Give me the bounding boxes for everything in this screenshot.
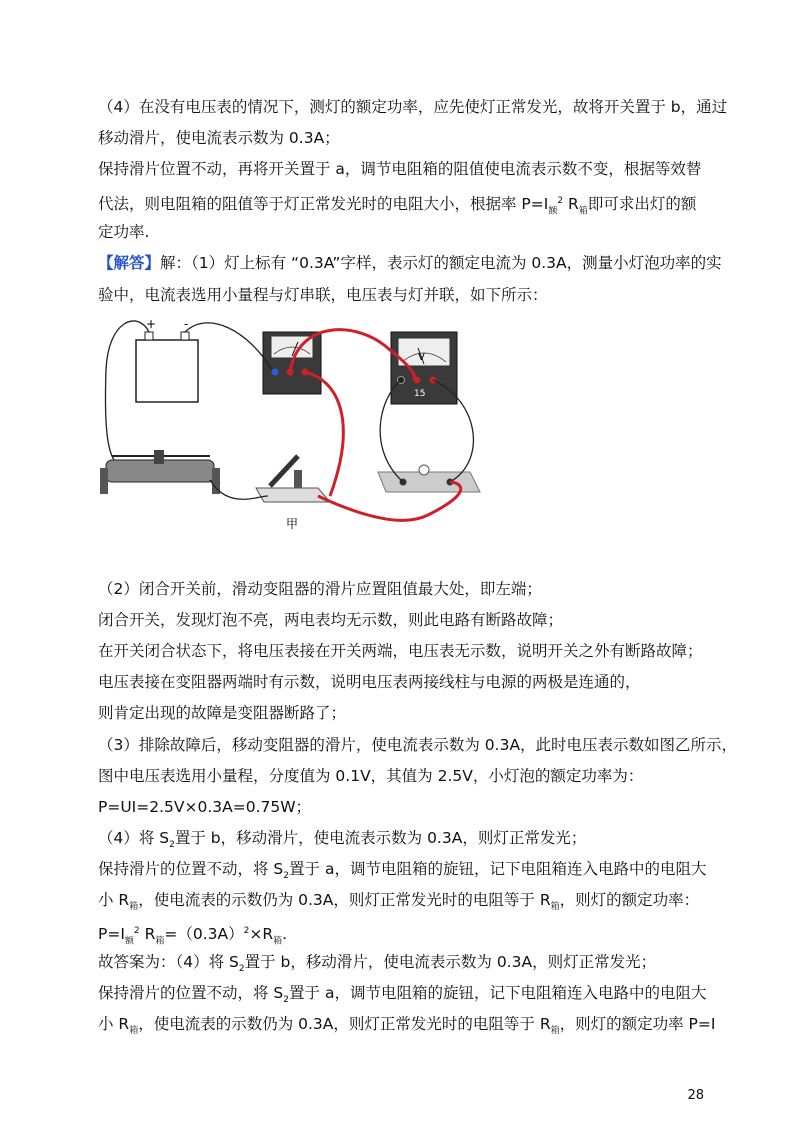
page-number: 28 — [687, 1088, 704, 1103]
text-line: 代法，则电阻箱的阻值等于灯正常发光时的电阻大小，根据率 $P=I_额^2$ $R_箱$即可求出灯的额 — [98, 195, 697, 217]
text-line: 【解答】解：（1）灯上标有 “0.3A”字样，表示灯的额定电流为 0.3A，测量小灯泡功率的实 — [98, 254, 722, 272]
text-line: 保持滑片位置不动，再将开关置于 a，调节电阻箱的阻值使电流表示数不变，根据等效替 — [98, 160, 702, 178]
text-line: （4）将 $S_2$置于 b，移动滑片，使电流表示数为 0.3A，则灯正常发光； — [98, 829, 587, 851]
text-line: 图中电压表选用小量程，分度值为 0.1V，其值为 2.5V，小灯泡的额定功率为： — [98, 767, 644, 785]
rheostat — [100, 450, 220, 494]
text-line: （3）排除故障后，移动变阻器的滑片，使电流表示数为 0.3A，此时电压表示数如图乙所示， — [98, 736, 738, 754]
voltmeter-terminal-label: 15 — [414, 389, 426, 399]
battery-terminal-positive — [145, 332, 153, 340]
text-line: 移动滑片，使电流表示数为 0.3A； — [98, 129, 340, 147]
text-line: 小 $R_箱$，使电流表的示数仍为 0.3A，则灯正常发光时的电阻等于 $R_箱$，则灯的额定功率： — [98, 891, 700, 913]
text-line: 在开关闭合状态下，将电压表接在开关两端，电压表无示数，说明开关之外有断路故障； — [98, 642, 703, 660]
battery — [136, 340, 198, 402]
text-line: 验中，电流表选用小量程与灯串联，电压表与灯并联，如下所示： — [98, 286, 548, 304]
battery-terminal-negative — [181, 332, 189, 340]
switch — [256, 456, 330, 531]
voltmeter — [391, 332, 457, 404]
text-line: 定功率. — [98, 223, 150, 241]
text-line: 保持滑片的位置不动，将 $S_2$置于 a，调节电阻箱的旋钮，记下电阻箱连入电路中的电阻大 — [98, 984, 707, 1006]
voltmeter-symbol: V — [418, 352, 425, 363]
answer-tag: 【解答】 — [98, 254, 161, 272]
switch-label: 甲 — [286, 517, 299, 531]
text-line: 故答案为：（4）将 $S_2$置于 b，移动滑片，使电流表示数为 0.3A，则灯正常发光； — [98, 953, 657, 975]
text-line: 闭合开关，发现灯泡不亮，两电表均无示数，则此电路有断路故障； — [98, 611, 564, 629]
text-line: 则肯定出现的故障是变阻器断路了； — [98, 704, 347, 722]
text-line: P=UI=2.5V×0.3A=0.75W； — [98, 798, 312, 816]
circuit-diagram — [98, 310, 498, 540]
plus-label: + — [146, 317, 157, 331]
text-line: 小 $R_箱$，使电流表的示数仍为 0.3A，则灯正常发光时的电阻等于 $R_箱$，则灯的额定功率 P=I — [98, 1015, 716, 1037]
text-line: （4）在没有电压表的情况下，测灯的额定功率，应先使灯正常发光，故将开关置于 b，通过 — [98, 98, 728, 116]
text-line: 保持滑片的位置不动，将 $S_2$置于 a，调节电阻箱的旋钮，记下电阻箱连入电路中的电阻大 — [98, 860, 707, 882]
text-line: 电压表接在变阻器两端时有示数，说明电压表两接线柱与电源的两极是连通的， — [98, 673, 641, 691]
text-line: $P=I_额^2$ $R_箱=(0.3A)^2\times R_箱$. — [98, 925, 288, 947]
minus-label: - — [184, 317, 189, 331]
text-line: （2）闭合开关前，滑动变阻器的滑片应置阻值最大处，即左端； — [98, 580, 542, 598]
